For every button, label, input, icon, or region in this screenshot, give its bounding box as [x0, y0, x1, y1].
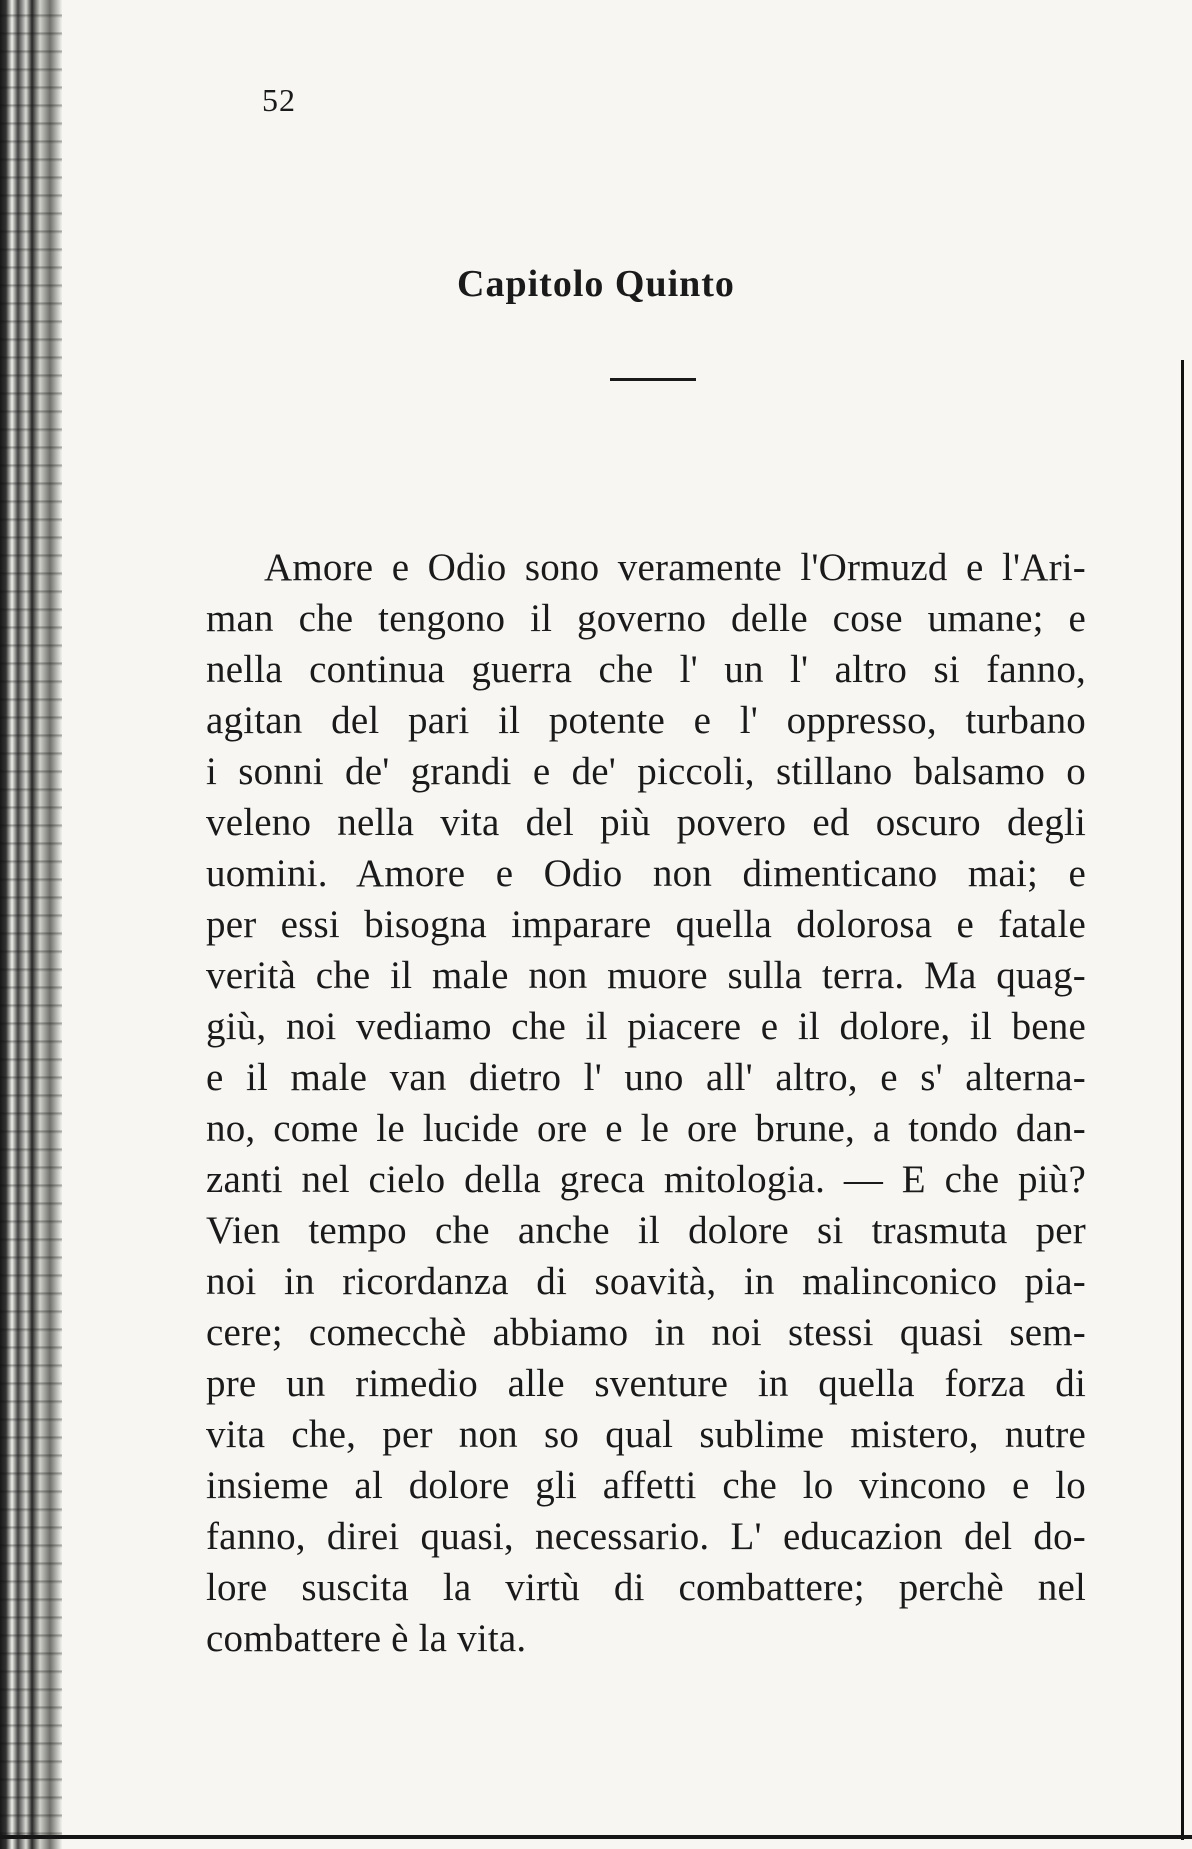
page-bottom-edge [0, 1835, 1192, 1839]
text-line: Amore e Odio sono veramente l'Ormuzd e l'Ari- [264, 546, 1086, 589]
text-line: insieme al dolore gli affetti che lo vincono e lo [206, 1464, 1086, 1507]
text-line: verità che il male non muore sulla terra. Ma quag- [206, 954, 1086, 997]
text-line: Vien tempo che anche il dolore si trasmuta per [206, 1209, 1086, 1252]
text-line: e il male van dietro l' uno all' altro, e s' alterna- [206, 1056, 1086, 1099]
text-line: man che tengono il governo delle cose umane; e [206, 597, 1086, 640]
text-line: cere; comecchè abbiamo in noi stessi quasi sem- [206, 1311, 1086, 1354]
text-line: zanti nel cielo della greca mitologia. — E che più? [206, 1158, 1086, 1201]
text-line: no, come le lucide ore e le ore brune, a tondo dan- [206, 1107, 1086, 1150]
page-edge-line [1181, 360, 1184, 1840]
chapter-body [206, 542, 1086, 1664]
text-line: noi in ricordanza di soavità, in malinconico pia- [206, 1260, 1086, 1303]
text-line: agitan del pari il potente e l' oppresso, turbano [206, 699, 1086, 742]
text-line: i sonni de' grandi e de' piccoli, stillano balsamo o [206, 750, 1086, 793]
page-number: 52 [262, 82, 296, 118]
text-line: nella continua guerra che l' un l' altro si fanno, [206, 648, 1086, 691]
chapter-title: Capitolo Quinto [457, 263, 735, 305]
title-divider [610, 378, 696, 381]
text-line: vita che, per non so qual sublime mistero, nutre [206, 1413, 1086, 1456]
text-line: fanno, direi quasi, necessario. L' educazion del do- [206, 1515, 1086, 1558]
text-line: combattere è la vita. [206, 1617, 527, 1660]
text-line: pre un rimedio alle sventure in quella forza di [206, 1362, 1086, 1405]
text-line: lore suscita la virtù di combattere; perchè nel [206, 1566, 1086, 1609]
text-line: uomini. Amore e Odio non dimenticano mai; e [206, 852, 1086, 895]
text-line: per essi bisogna imparare quella dolorosa e fatale [206, 903, 1086, 946]
text-line: giù, noi vediamo che il piacere e il dolore, il bene [206, 1005, 1086, 1048]
text-line: veleno nella vita del più povero ed oscuro degli [206, 801, 1086, 844]
